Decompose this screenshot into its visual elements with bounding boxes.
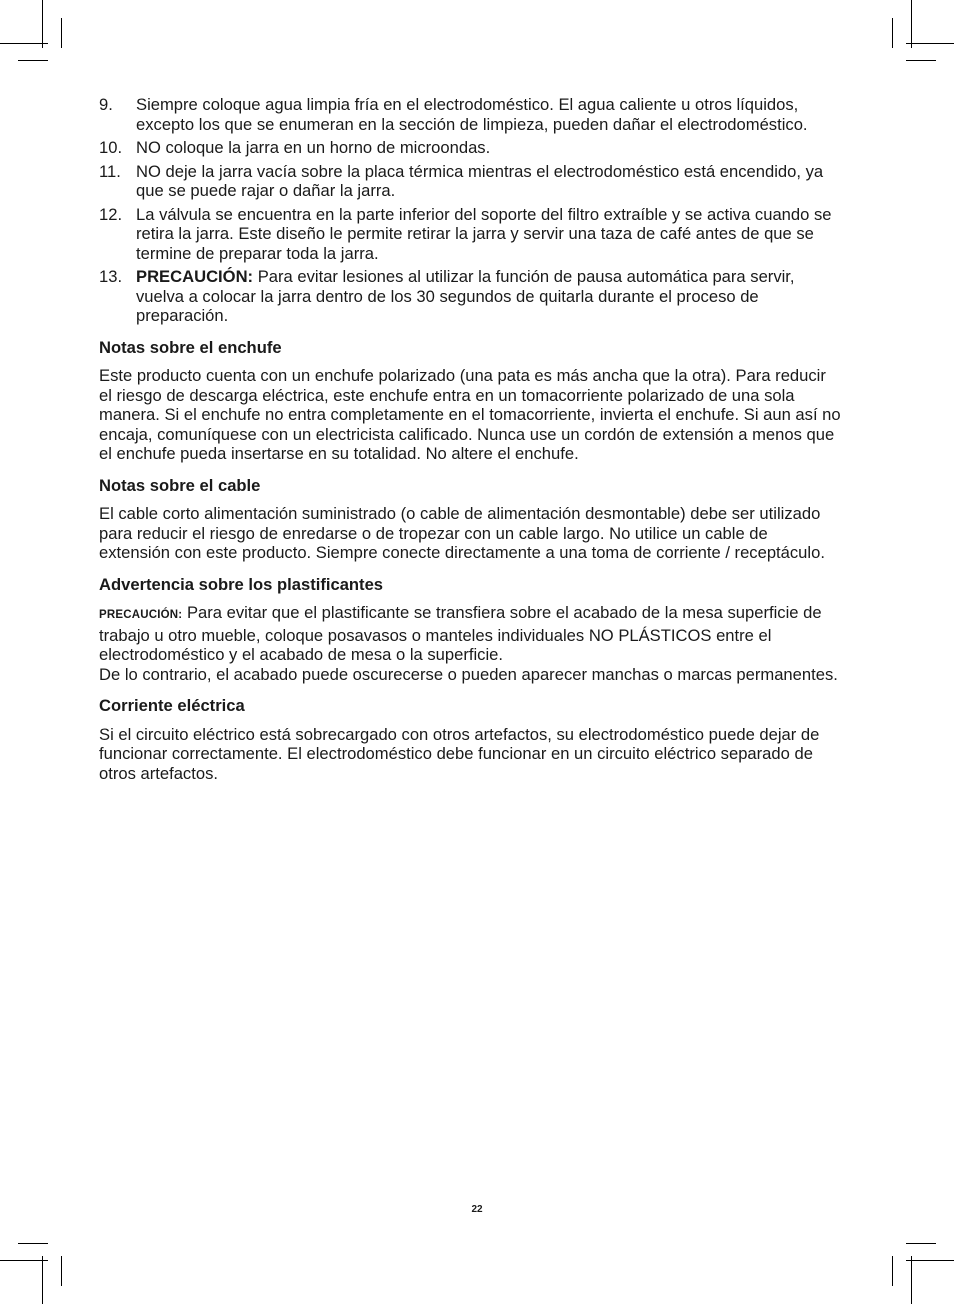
section-body-cord: El cable corto alimentación suministrado (o cable de alimentación desmontable) debe ser utilizado para reducir el riesgo de enredarse o de tropezar con un cable largo. No utilice un cable de extensión con este producto. Siempre conecte directamente a una toma de corriente / receptáculo. [99, 504, 825, 562]
section-heading-cord: Notas sobre el cable [99, 475, 261, 495]
crop-mark [892, 1256, 893, 1286]
crop-mark [906, 1243, 936, 1244]
section-body-plasticizer-2: De lo contrario, el acabado puede oscurecerse o pueden aparecer manchas o marcas permanentes. [99, 664, 838, 684]
list-text: Para evitar lesiones al utilizar la función de pausa automática para servir, vuelva a colocar la jarra dentro de los 30 segundos de quitarla durante el proceso de preparación. [136, 267, 795, 325]
section-heading-plug: Notas sobre el enchufe [99, 337, 282, 357]
crop-mark [42, 0, 43, 48]
crop-mark [911, 1256, 912, 1304]
crop-mark [18, 60, 48, 61]
crop-mark [906, 1260, 954, 1261]
list-number: 12. [99, 204, 123, 224]
plasticizer-text: Para evitar que el plastificante se transfiera sobre el acabado de la mesa superficie de trabajo u otro mueble, coloque posavasos o manteles individuales NO PLÁSTICOS entre el electrodoméstico y el acabado de mesa o la superficie. [99, 603, 822, 664]
crop-mark [42, 1256, 43, 1304]
list-item [99, 267, 841, 326]
list-text: NO coloque la jarra en un horno de microondas. [136, 138, 491, 157]
crop-mark [892, 18, 893, 48]
crop-mark [906, 43, 954, 44]
caution-label: PRECAUCIÓN: [99, 609, 183, 621]
section-body-plasticizer [99, 603, 841, 665]
list-number: 11. [99, 161, 121, 181]
safety-list [99, 95, 841, 326]
list-text: La válvula se encuentra en la parte inferior del soporte del filtro extraíble y se activa cuando se retira la jarra. Este diseño le permite retirar la jarra y servir una taza de café antes de que se termine de preparar toda la jarra. [136, 204, 832, 263]
list-item [99, 138, 841, 158]
list-text: Siempre coloque agua limpia fría en el electrodoméstico. El agua caliente u otros líquidos, excepto los que se enumeran en la sección de limpieza, pueden dañar el electrodoméstico. [136, 95, 808, 134]
list-number: 13. [99, 267, 123, 286]
crop-mark [61, 18, 62, 48]
crop-mark [906, 60, 936, 61]
list-item [99, 95, 841, 134]
page-content [99, 95, 841, 783]
section-body-plug: Este producto cuenta con un enchufe polarizado (una pata es más ancha que la otra). Para reducir el riesgo de descarga eléctrica, este enchufe entra en un tomacorriente polarizado de una sola manera. Si el enchufe no entra completamente en el tomacorriente, invierta el enchufe. Si aun así no encaja, comuníquese con un electricista calificado. Nunca use un cordón de extensión a menos que el enchufe pueda insertarse en su totalidad. No altere el enchufe. [99, 366, 841, 463]
page-number: 22 [471, 1204, 483, 1215]
section-heading-plasticizer: Advertencia sobre los plastificantes [99, 574, 384, 594]
list-item [99, 162, 841, 201]
list-number: 9. [99, 95, 113, 114]
crop-mark [18, 1243, 48, 1244]
crop-mark [0, 1260, 48, 1261]
crop-mark [0, 43, 48, 44]
crop-mark [911, 0, 912, 48]
section-body-power: Si el circuito eléctrico está sobrecargado con otros artefactos, su electrodoméstico puede dejar de funcionar correctamente. El electrodoméstico debe funcionar en un circuito eléctrico separado de otros artefactos. [99, 724, 820, 783]
list-text: NO deje la jarra vacía sobre la placa térmica mientras el electrodoméstico está encendido, ya que se puede rajar o dañar la jarra. [136, 161, 824, 200]
crop-mark [61, 1256, 62, 1286]
caution-label: PRECAUCIÓN: [136, 267, 254, 286]
list-item [99, 205, 841, 264]
list-number: 10. [99, 138, 123, 157]
section-heading-power: Corriente eléctrica [99, 696, 245, 715]
